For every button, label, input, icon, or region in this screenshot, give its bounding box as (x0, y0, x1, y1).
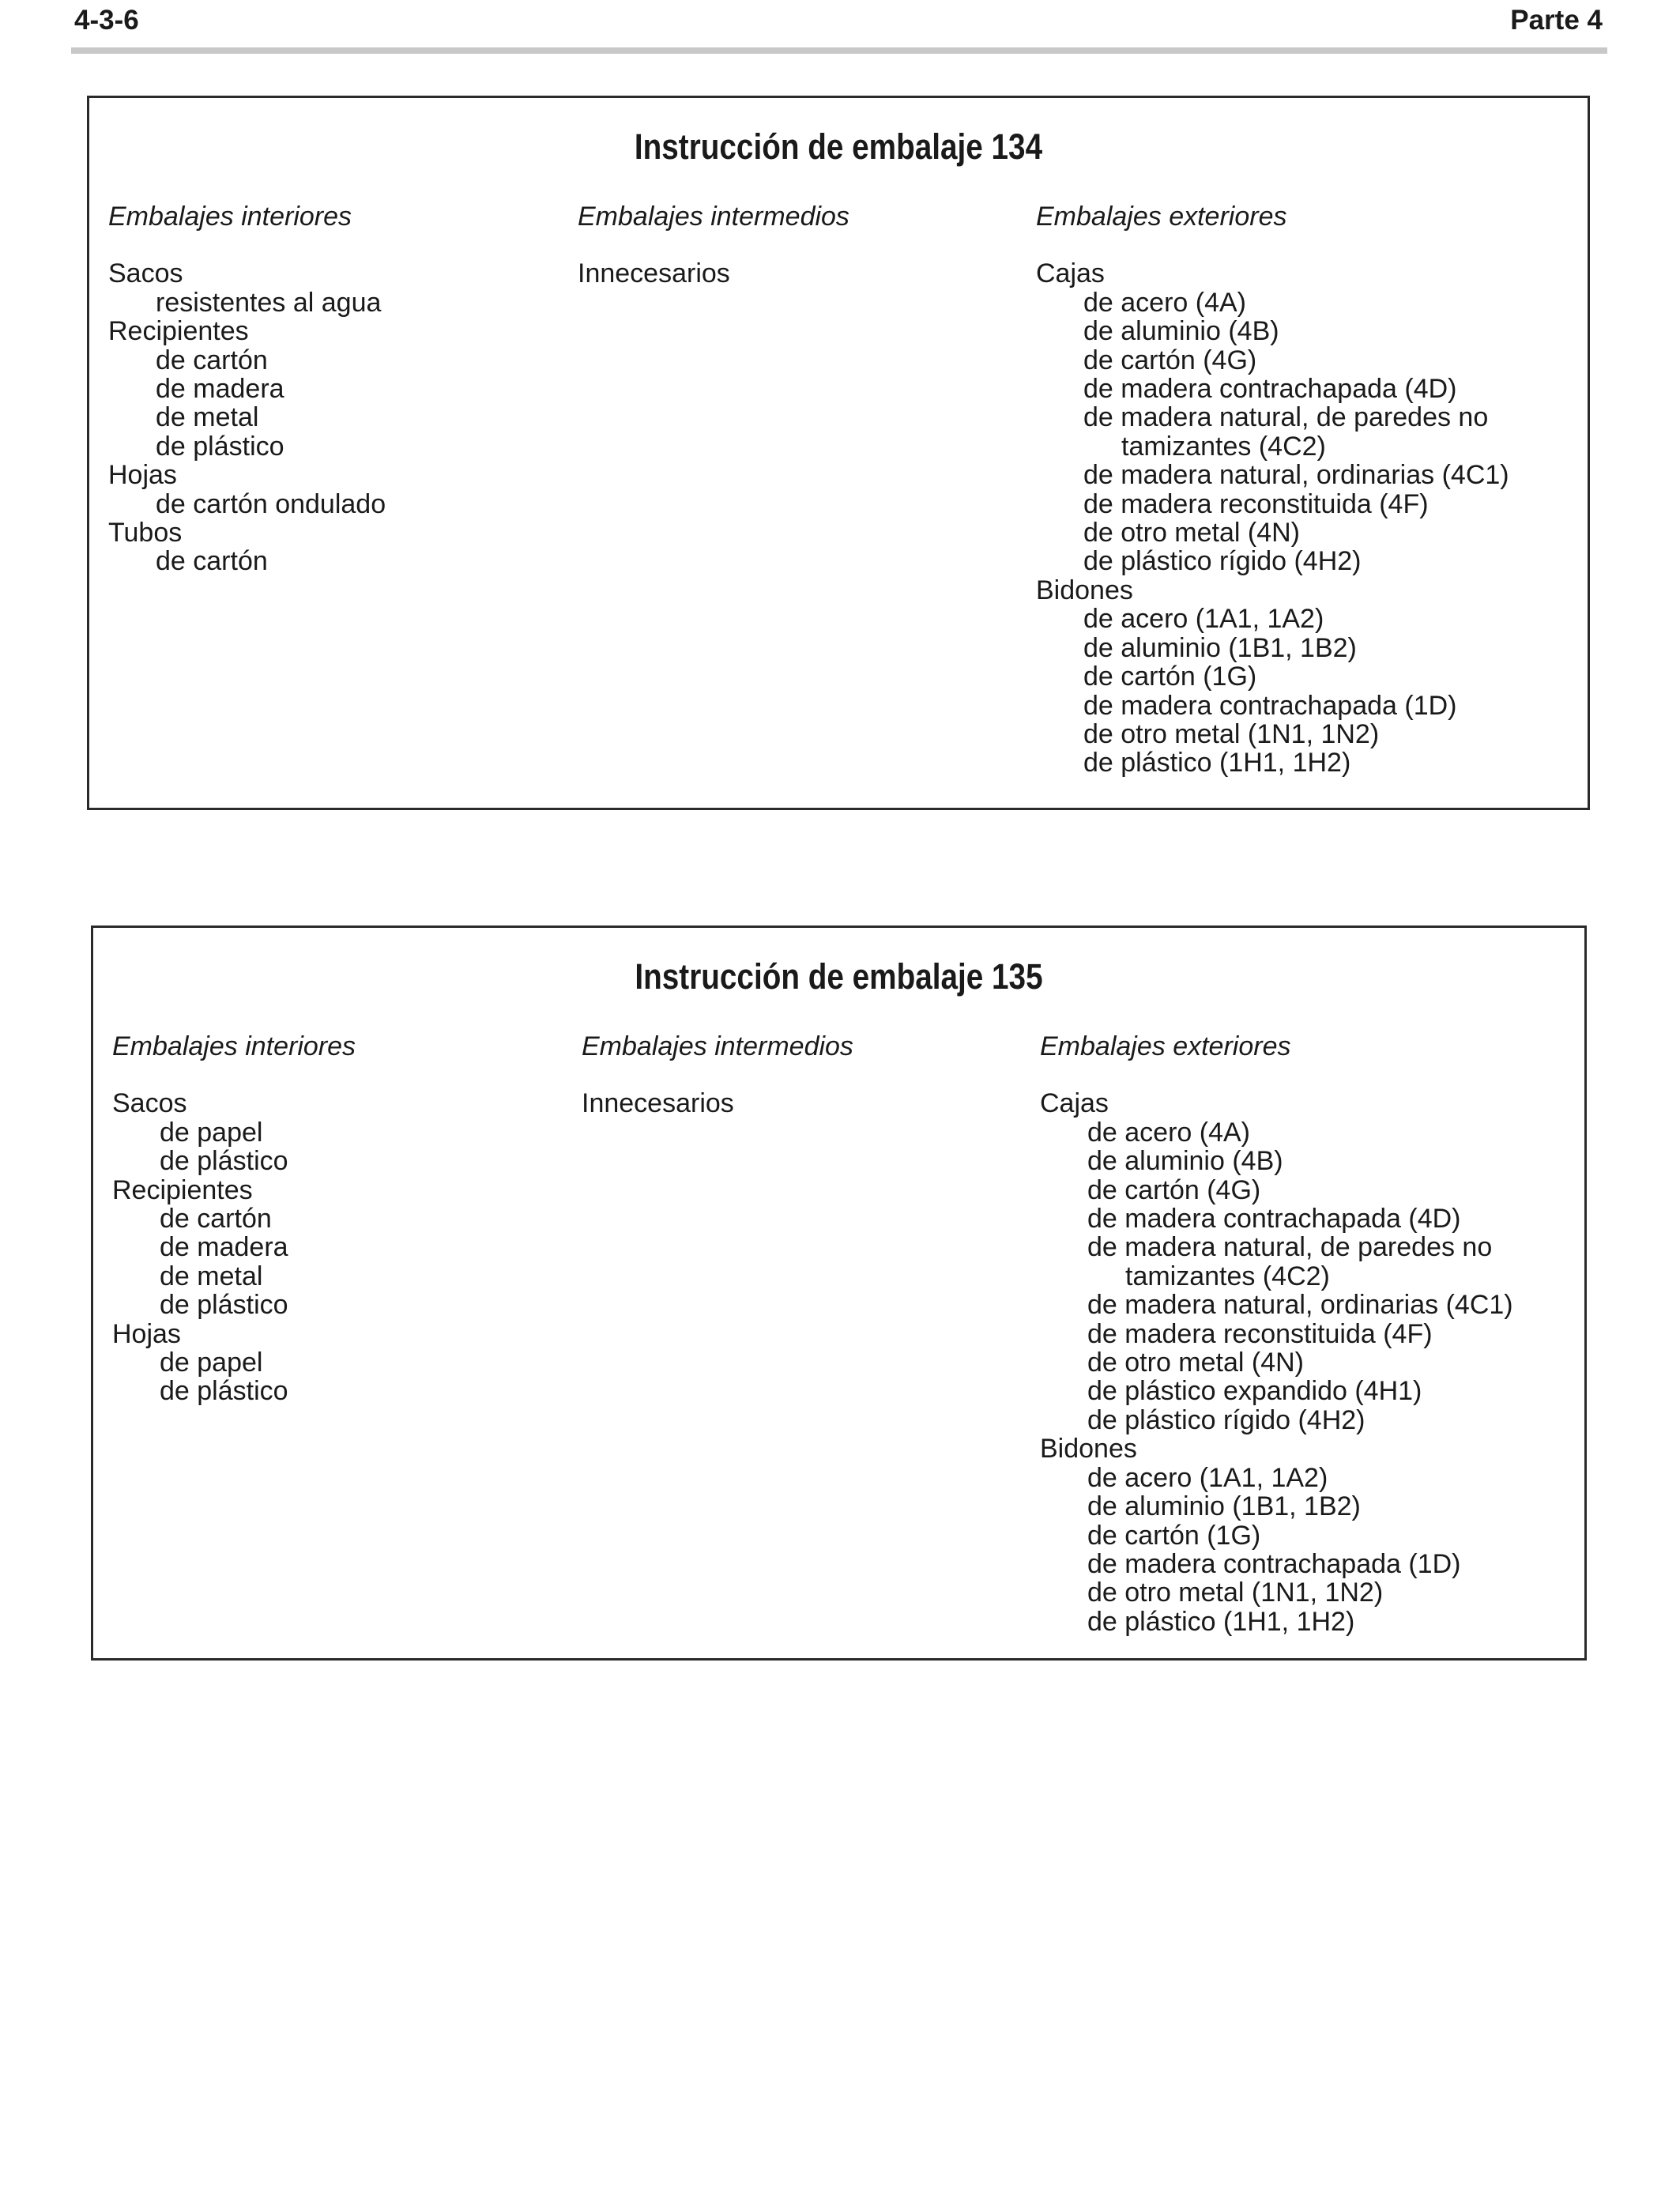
packaging-item: de plástico rígido (4H2) (1083, 546, 1362, 577)
packaging-item: de madera natural, ordinarias (4C1) (1087, 1290, 1513, 1321)
packaging-item: de cartón (1G) (1083, 662, 1257, 692)
packing-instruction-134 (87, 96, 1590, 810)
packaging-item: de madera (160, 1232, 288, 1263)
packaging-category: Cajas (1036, 258, 1105, 289)
packaging-category: Tubos (108, 518, 183, 548)
packaging-item: de aluminio (1B1, 1B2) (1083, 632, 1357, 663)
packaging-item: de plástico rígido (4H2) (1087, 1404, 1365, 1435)
packaging-item: de madera contrachapada (4D) (1087, 1204, 1461, 1235)
packaging-category: Recipientes (112, 1174, 253, 1205)
packaging-item: de madera reconstituida (4F) (1083, 488, 1429, 519)
packaging-item: de papel (160, 1348, 263, 1378)
packaging-list (1040, 1089, 1513, 1636)
packaging-item: de cartón (156, 546, 268, 577)
instruction-title: Instrucción de embalaje 135 (635, 956, 1043, 997)
packaging-category: Hojas (108, 460, 177, 491)
packaging-category: Hojas (112, 1318, 181, 1349)
packaging-item: de metal (160, 1261, 263, 1291)
packaging-item: de plástico (160, 1290, 288, 1321)
packaging-item: de madera natural, ordinarias (4C1) (1083, 460, 1509, 491)
packaging-item: de cartón ondulado (156, 488, 386, 519)
packaging-list (582, 1089, 853, 1118)
packaging-item: de cartón (1G) (1087, 1520, 1261, 1551)
instruction-title: Instrucción de embalaje 134 (634, 126, 1043, 167)
packaging-category: Bidones (1036, 575, 1133, 605)
packaging-category: Innecesarios (578, 258, 730, 289)
packaging-category: Sacos (108, 258, 183, 289)
packaging-item: de acero (4A) (1087, 1117, 1250, 1148)
packaging-list (112, 1089, 356, 1405)
packaging-category: Cajas (1040, 1088, 1109, 1119)
packaging-item: de otro metal (4N) (1087, 1348, 1304, 1378)
packaging-item: de otro metal (1N1, 1N2) (1083, 718, 1380, 749)
packaging-list (578, 259, 849, 288)
packaging-list (1036, 259, 1509, 777)
packaging-item: de madera (156, 374, 284, 405)
packaging-item: de acero (1A1, 1A2) (1087, 1462, 1328, 1493)
packaging-category: Recipientes (108, 316, 249, 347)
packaging-item: de plástico (160, 1376, 288, 1407)
packaging-item: de otro metal (4N) (1083, 518, 1300, 548)
packaging-item: de cartón (156, 345, 268, 375)
intermediate-packagings-column (582, 1032, 853, 1118)
packaging-item: de madera contrachapada (4D) (1083, 374, 1457, 405)
packaging-item: tamizantes (4C2) (1125, 1261, 1330, 1291)
inner-packagings-column (112, 1032, 356, 1406)
packaging-item: de aluminio (1B1, 1B2) (1087, 1491, 1361, 1522)
column-heading: Embalajes exteriores (1040, 1031, 1291, 1061)
packaging-list (108, 259, 386, 575)
packaging-item: de acero (4A) (1083, 287, 1246, 318)
column-heading: Embalajes intermedios (578, 202, 849, 232)
packaging-item: tamizantes (4C2) (1121, 431, 1326, 462)
page-number: 4-3-6 (74, 5, 139, 36)
packaging-item: de plástico (156, 431, 284, 462)
column-heading: Embalajes intermedios (582, 1031, 853, 1061)
packaging-category: Bidones (1040, 1434, 1137, 1465)
packaging-item: de metal (156, 402, 259, 433)
packaging-item: de madera contrachapada (1D) (1087, 1548, 1461, 1579)
packaging-category: Innecesarios (582, 1088, 734, 1119)
column-heading: Embalajes exteriores (1036, 202, 1287, 232)
packaging-item: resistentes al agua (156, 287, 382, 318)
packaging-item: de madera contrachapada (1D) (1083, 690, 1457, 721)
column-heading: Embalajes interiores (108, 202, 352, 232)
intermediate-packagings-column (578, 202, 849, 288)
packaging-item: de plástico (1H1, 1H2) (1083, 748, 1351, 778)
inner-packagings-column (108, 202, 386, 576)
packaging-item: de aluminio (4B) (1083, 316, 1279, 347)
packaging-item: de madera natural, de paredes no (1087, 1232, 1493, 1263)
outer-packagings-column (1040, 1032, 1513, 1636)
packaging-item: de cartón (160, 1204, 272, 1235)
packaging-item: de otro metal (1N1, 1N2) (1087, 1578, 1384, 1608)
packaging-item: de aluminio (4B) (1087, 1146, 1283, 1177)
packaging-item: de cartón (4G) (1083, 345, 1257, 375)
part-label: Parte 4 (1510, 5, 1603, 36)
outer-packagings-column (1036, 202, 1509, 778)
packaging-item: de madera reconstituida (4F) (1087, 1318, 1433, 1349)
packaging-item: de plástico (160, 1146, 288, 1177)
packaging-item: de madera natural, de paredes no (1083, 402, 1489, 433)
packing-instruction-135 (91, 925, 1587, 1661)
packaging-item: de cartón (4G) (1087, 1174, 1261, 1205)
packaging-item: de acero (1A1, 1A2) (1083, 604, 1324, 635)
packaging-item: de plástico expandido (4H1) (1087, 1376, 1422, 1407)
column-heading: Embalajes interiores (112, 1031, 356, 1061)
header-divider (71, 47, 1607, 54)
packaging-item: de papel (160, 1117, 263, 1148)
packaging-item: de plástico (1H1, 1H2) (1087, 1606, 1355, 1637)
packaging-category: Sacos (112, 1088, 187, 1119)
